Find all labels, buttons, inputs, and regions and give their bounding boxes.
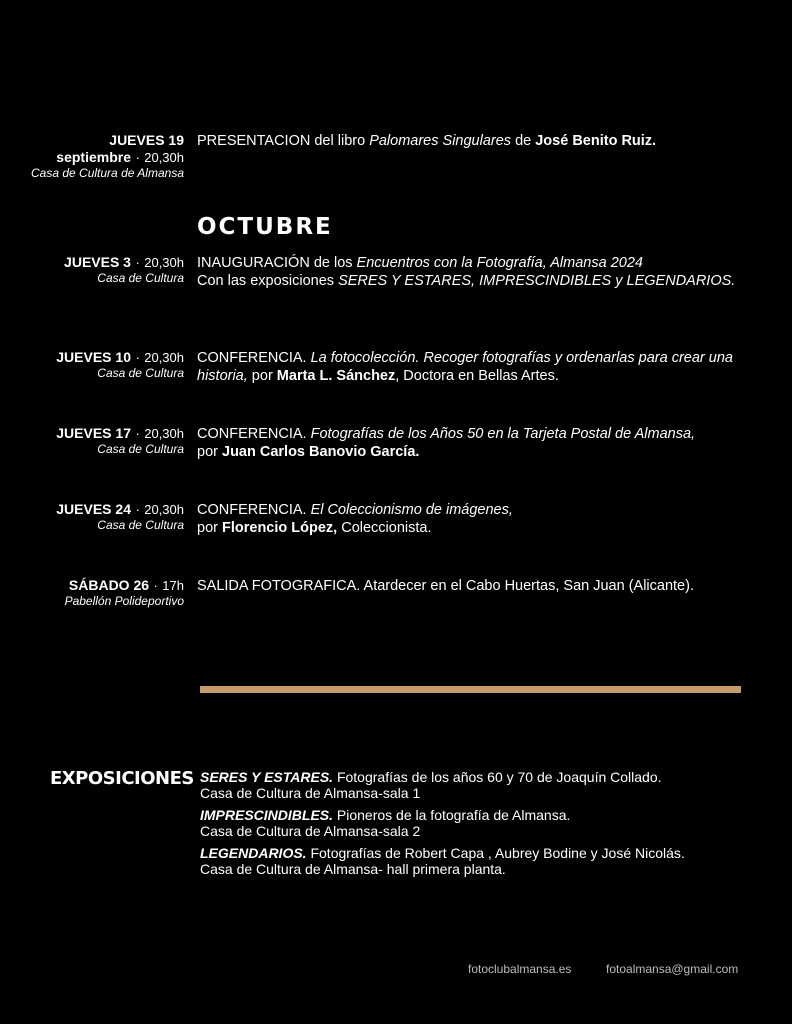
event-place: Pabellón Polideportivo — [64, 594, 184, 608]
exposicion-item: LEGENDARIOS. Fotografías de Robert Capa , Aubrey Bodine y José Nicolás. Casa de Cultura de Almansa- hall primera planta. — [200, 845, 685, 877]
event-time: 20,30h — [144, 426, 184, 441]
event-when: JUEVES 24 · 20,30h Casa de Cultura — [14, 501, 184, 533]
event-day: JUEVES 17 — [56, 425, 131, 441]
event-description: CONFERENCIA. La fotocolección. Recoger fotografías y ordenarlas para crear una historia, por Marta L. Sánchez, Doctora en Bellas Artes. — [197, 350, 733, 384]
footer-email[interactable]: fotoalmansa@gmail.com — [606, 962, 739, 976]
event-description: CONFERENCIA. Fotografías de los Años 50 en la Tarjeta Postal de Almansa, por Juan Carlos Banovio García. — [197, 426, 696, 460]
event-description: PRESENTACION del libro Palomares Singulares de José Benito Ruiz. — [197, 133, 657, 149]
event-place: Casa de Cultura de Almansa — [31, 166, 184, 180]
exposiciones-list — [200, 769, 770, 883]
divider-rule — [200, 686, 741, 693]
event-time: 20,30h — [144, 150, 184, 165]
event-when: JUEVES 17 · 20,30h Casa de Cultura — [14, 425, 184, 457]
event-day: JUEVES 19 — [109, 132, 184, 148]
event-place: Casa de Cultura — [97, 271, 184, 285]
event-description: SALIDA FOTOGRAFICA. Atardecer en el Cabo Huertas, San Juan (Alicante). — [197, 578, 694, 594]
separator: · — [135, 150, 140, 165]
event-time: 20,30h — [144, 350, 184, 365]
event-time: 20,30h — [144, 502, 184, 517]
event-day: JUEVES 24 — [56, 501, 131, 517]
event-month: septiembre — [56, 149, 131, 165]
event-time: 20,30h — [144, 255, 184, 270]
exposiciones-heading: EXPOSICIONES — [50, 768, 194, 789]
event-day: JUEVES 3 — [64, 254, 131, 270]
event-place: Casa de Cultura — [97, 366, 184, 380]
event-place: Casa de Cultura — [97, 442, 184, 456]
event-description: INAUGURACIÓN de los Encuentros con la Fotografía, Almansa 2024 Con las exposiciones SERES Y ESTARES, IMPRESCINDIBLES y LEGENDARIOS. — [197, 255, 736, 289]
event-day: JUEVES 10 — [56, 349, 131, 365]
exposicion-item: SERES Y ESTARES. Fotografías de los años 60 y 70 de Joaquín Collado. Casa de Cultura de Almansa-sala 1 — [200, 769, 662, 801]
month-heading: OCTUBRE — [197, 214, 333, 240]
event-when: SÁBADO 26 · 17h Pabellón Polideportivo — [14, 577, 184, 609]
footer-website[interactable]: fotoclubalmansa.es — [468, 962, 572, 976]
exposicion-item: IMPRESCINDIBLES. Pioneros de la fotografía de Almansa. Casa de Cultura de Almansa-sala 2 — [200, 807, 571, 839]
event-when — [14, 132, 184, 181]
event-time: 17h — [162, 578, 184, 593]
event-when: JUEVES 10 · 20,30h Casa de Cultura — [14, 349, 184, 381]
event-place: Casa de Cultura — [97, 518, 184, 532]
event-when: JUEVES 3 · 20,30h Casa de Cultura — [14, 254, 184, 286]
event-description: CONFERENCIA. El Coleccionismo de imágenes, por Florencio López, Coleccionista. — [197, 502, 513, 536]
event-day: SÁBADO 26 — [68, 577, 150, 593]
